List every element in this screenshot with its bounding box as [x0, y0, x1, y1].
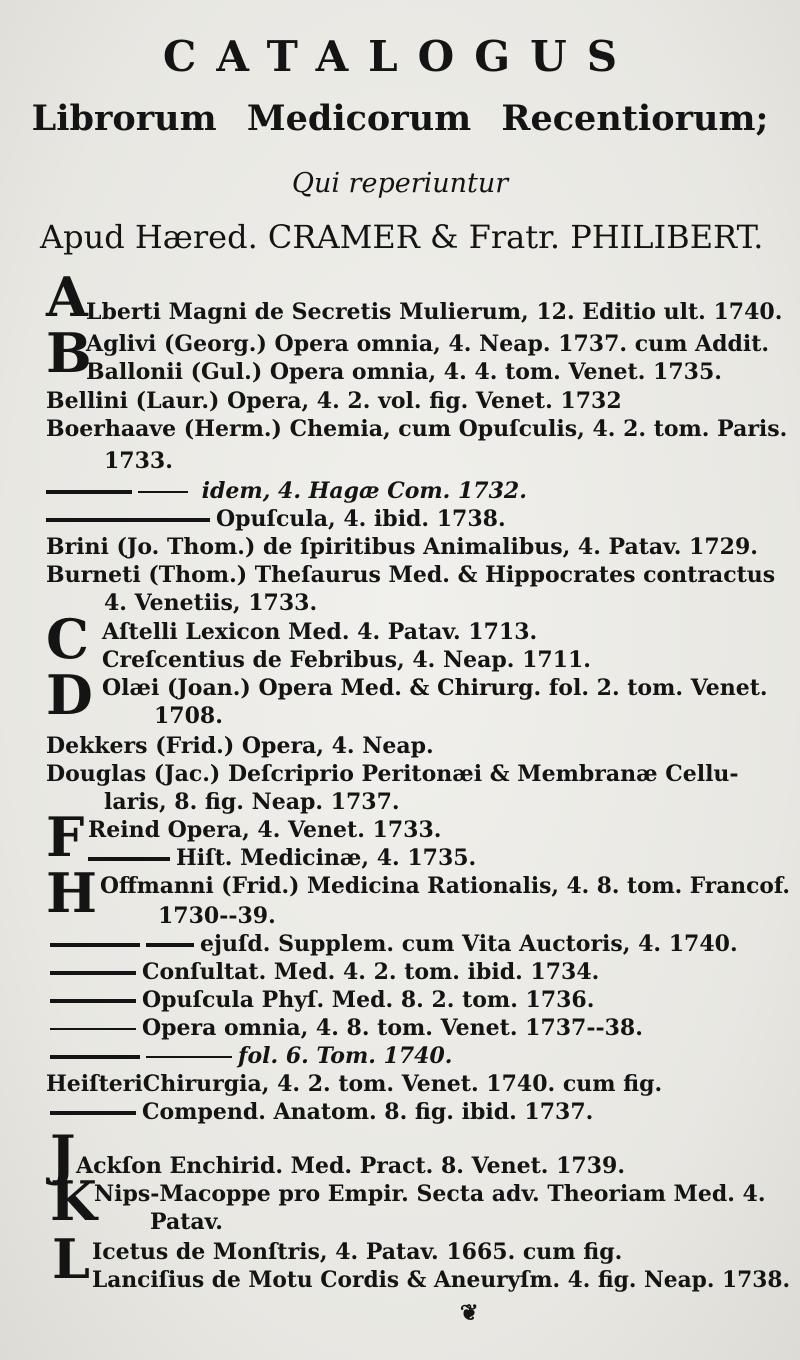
book-entry: Bellini (Laur.) Opera, 4. 2. vol. fig. Venet. 1732: [46, 388, 622, 414]
ditto-rule: [46, 490, 132, 494]
book-entry: [46, 477, 527, 505]
book-entry-text: Opuſcula, 4. ibid. 1738.: [216, 506, 506, 532]
ditto-rule: [46, 518, 210, 522]
book-entry-continuation: Patav.: [150, 1209, 223, 1235]
book-entry-continuation: 1733.: [104, 448, 173, 474]
initial-letter-d: D: [46, 663, 93, 727]
book-entry: Dekkers (Frid.) Opera, 4. Neap.: [46, 733, 434, 759]
publisher-line: Apud Hæred. CRAMER & Fratr. PHILIBERT.: [40, 218, 764, 256]
book-entry: Ballonii (Gul.) Opera omnia, 4. 4. tom. Venet. 1735.: [86, 359, 722, 385]
book-entry: [50, 1014, 643, 1042]
book-entry: [50, 958, 599, 986]
book-entry-text: idem, 4. Hagæ Com. 1732.: [201, 478, 527, 504]
book-entry-text: Opuſcula Phyſ. Med. 8. 2. tom. 1736.: [142, 987, 595, 1013]
catalogue-title: CATALOGUS: [162, 32, 638, 81]
qui-reperiuntur-line: Qui reperiuntur: [291, 168, 509, 199]
book-entry: Brini (Jo. Thom.) de ſpiritibus Animalibus, 4. Patav. 1729.: [46, 534, 758, 560]
ditto-rule: [50, 1028, 136, 1030]
ditto-rule: [146, 943, 194, 947]
book-entry: [50, 1098, 593, 1126]
book-entry: Olæi (Joan.) Opera Med. & Chirurg. fol. 2. tom. Venet.: [102, 675, 768, 701]
book-entry: Burneti (Thom.) Theſaurus Med. & Hippocrates contractus: [46, 562, 776, 588]
initial-letter-k: K: [50, 1169, 97, 1233]
ditto-rule: [50, 971, 136, 975]
book-entry: [50, 1042, 452, 1070]
book-entry: [88, 844, 476, 872]
book-entry: Reind Opera, 4. Venet. 1733.: [88, 817, 442, 843]
book-entry: Aglivi (Georg.) Opera omnia, 4. Neap. 1737. cum Addit.: [86, 331, 770, 357]
initial-letter-h: H: [46, 861, 98, 925]
ditto-rule: [50, 999, 136, 1003]
ditto-rule: [50, 943, 140, 947]
catalogue-subtitle: Librorum Medicorum Recentiorum;: [31, 98, 769, 139]
book-entry: [50, 930, 738, 958]
book-entry: Offmanni (Frid.) Medicina Rationalis, 4. 8. tom. Francof.: [100, 873, 790, 899]
book-entry: Creſcentius de Febribus, 4. Neap. 1711.: [102, 647, 591, 673]
initial-letter-b: B: [46, 321, 92, 385]
book-entry-text: Opera omnia, 4. 8. tom. Venet. 1737--38.: [142, 1015, 643, 1041]
book-entry: Ackſon Enchirid. Med. Pract. 8. Venet. 1739.: [76, 1153, 626, 1179]
book-entry: [50, 986, 594, 1014]
book-entry-text: fol. 6. Tom. 1740.: [238, 1043, 453, 1069]
book-entry: Icetus de Monſtris, 4. Patav. 1665. cum fig.: [92, 1239, 623, 1265]
book-entry: Lanciſius de Motu Cordis & Aneuryſm. 4. fig. Neap. 1738.: [92, 1267, 790, 1293]
book-entry-continuation: laris, 8. fig. Neap. 1737.: [104, 789, 400, 815]
initial-letter-c: C: [46, 607, 89, 671]
book-entry: [46, 505, 506, 533]
initial-letter-l: L: [52, 1227, 90, 1291]
initial-letter-a: A: [46, 265, 88, 329]
book-entry: Lberti Magni de Secretis Mulierum, 12. Editio ult. 1740.: [86, 299, 783, 325]
book-entry-text: ejuſd. Supplem. cum Vita Auctoris, 4. 1740.: [200, 931, 738, 957]
book-entry: Douglas (Jac.) Deſcriprio Peritonæi & Membranæ Cellu-: [46, 761, 739, 787]
initial-letter-j: J: [50, 1123, 76, 1187]
book-entry-continuation: 1708.: [154, 703, 223, 729]
book-entry: HeiſteriChirurgia, 4. 2. tom. Venet. 1740. cum fig.: [46, 1071, 663, 1097]
book-entry: Aſtelli Lexicon Med. 4. Patav. 1713.: [102, 619, 538, 645]
book-entry-continuation: 4. Venetiis, 1733.: [104, 590, 318, 616]
book-entry-text: Compend. Anatom. 8. fig. ibid. 1737.: [142, 1099, 594, 1125]
book-entry-text: Conſultat. Med. 4. 2. tom. ibid. 1734.: [142, 959, 600, 985]
ditto-rule: [146, 1056, 232, 1058]
ditto-rule: [50, 1111, 136, 1115]
ornament-fleuron-icon: ❦: [460, 1300, 479, 1326]
initial-letter-f: F: [46, 805, 85, 869]
book-entry: Boerhaave (Herm.) Chemia, cum Opuſculis, 4. 2. tom. Paris.: [46, 416, 788, 442]
book-entry-continuation: 1730--39.: [158, 903, 276, 929]
ditto-rule: [88, 857, 170, 861]
book-entry: Nips-Macoppe pro Empir. Secta adv. Theoriam Med. 4.: [94, 1181, 766, 1207]
book-entry-text: Hiſt. Medicinæ, 4. 1735.: [176, 845, 477, 871]
ditto-rule: [50, 1055, 140, 1059]
ditto-rule: [138, 491, 188, 493]
